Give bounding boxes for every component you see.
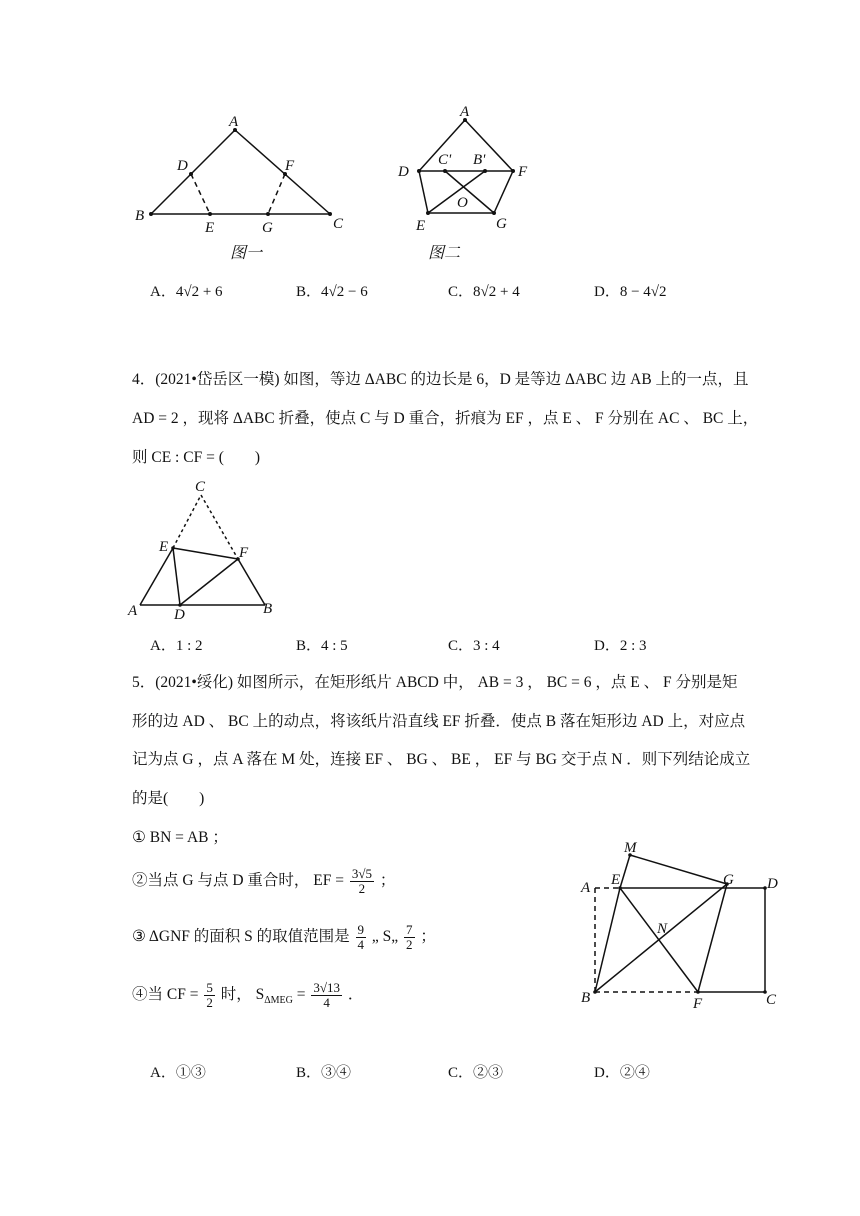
q4-option-b: B．4 : 5 (296, 638, 348, 654)
q3-option-a: A．4√2 + 6 (150, 284, 223, 300)
fraction-denominator: 2 (206, 994, 213, 1010)
label-D: D (398, 164, 409, 180)
label-A: A (229, 114, 239, 130)
q3-option-d: D．8 − 4√2 (594, 284, 667, 300)
q5-option-c: C．②③ (448, 1065, 504, 1081)
q5-s4-equals: = (296, 986, 306, 1003)
q5-statement-2 (132, 866, 395, 896)
label-G: G (496, 216, 507, 232)
q4-stem-line-2: AD = 2 ，现将 ΔABC 折叠，使点 C 与 D 重合，折痕为 EF ，点 E 、 F 分别在 AC 、 BC 上， (132, 410, 759, 427)
label-E: E (159, 539, 169, 555)
q5-statement-1: ① BN = AB ； (132, 829, 228, 846)
q5-s4-text: ④当 CF = (132, 986, 199, 1003)
q3-option-b: B．4√2 − 6 (296, 284, 368, 300)
label-C: C (766, 992, 777, 1008)
label-E: E (611, 872, 621, 888)
q4-stem-line-1: 4．(2021•岱岳区一模) 如图，等边 ΔABC 的边长是 6，D 是等边 ΔABC 边 AB 上的一点，且 (132, 371, 749, 388)
label-F: F (239, 545, 249, 561)
q5-s3-text: ③ ΔGNF 的面积 S 的取值范围是 (132, 928, 350, 945)
label-E: E (205, 220, 215, 236)
label-F: F (285, 158, 295, 174)
label-B: B (263, 601, 273, 617)
label-D: D (177, 158, 188, 174)
label-E: E (416, 218, 426, 234)
label-C-prime: C' (438, 152, 452, 168)
label-M: M (624, 840, 637, 856)
q4-option-c: C．3 : 4 (448, 638, 500, 654)
label-G: G (262, 220, 273, 236)
label-C: C (195, 479, 206, 495)
label-B: B (581, 990, 591, 1006)
fraction-denominator: 4 (357, 936, 365, 952)
fraction-numerator: 9 (357, 921, 365, 937)
fraction-denominator: 2 (358, 880, 366, 896)
label-D: D (174, 607, 185, 620)
fraction-numerator: 5 (206, 979, 213, 995)
fraction-denominator: 4 (323, 994, 330, 1010)
q5-option-b: B．③④ (296, 1065, 352, 1081)
label-A: A (460, 104, 470, 120)
q5-s3-fraction-high (404, 923, 415, 952)
q4-option-a: A．1 : 2 (150, 638, 203, 654)
q5-s4-fraction-cf (204, 981, 215, 1010)
q4-stem-line-3: 则 CE : CF = ( ) (132, 449, 261, 466)
label-C: C (333, 216, 344, 232)
q5-s3-end: ； (420, 928, 436, 945)
q5-figure (575, 840, 790, 1015)
q4-option-d: D．2 : 3 (594, 638, 647, 654)
q5-option-d: D．②④ (594, 1065, 650, 1081)
label-A: A (581, 880, 591, 896)
q5-option-a: A．①③ (150, 1065, 206, 1081)
q5-s4-end: ． (347, 986, 364, 1003)
q4-figure (125, 475, 285, 620)
q5-s4-fraction-area (311, 981, 342, 1010)
label-B: B (135, 208, 145, 224)
figure-one (125, 110, 355, 270)
figure-one-caption: 图一 (230, 243, 263, 262)
fraction-numerator: 3√5 (351, 865, 372, 881)
q5-s2-text: ②当点 G 与点 D 重合时， EF = (132, 872, 344, 889)
q5-s2-end: ； (379, 872, 396, 889)
q3-option-c: C．8√2 + 4 (448, 284, 520, 300)
label-D: D (767, 876, 778, 892)
label-N: N (657, 921, 668, 937)
q5-s3-middle: „ S„ (371, 928, 399, 945)
q5-s4-middle: 时， S (220, 986, 265, 1003)
label-F: F (518, 164, 528, 180)
label-B-prime: B' (473, 152, 486, 168)
label-G: G (723, 872, 734, 888)
figure-two-caption: 图二 (428, 243, 461, 262)
q5-stem-line-3: 记为点 G ，点 A 落在 M 处，连接 EF 、 BG 、 BE ， EF 与 BG 交于点 N ．则下列结论成立 (132, 751, 751, 768)
q5-s4-subscript: ΔMEG (264, 995, 293, 1007)
q5-s3-fraction-low (356, 923, 367, 952)
figure-two (390, 100, 550, 270)
q5-statement-4 (132, 980, 363, 1016)
q5-stem-line-1: 5．(2021•绥化) 如图所示，在矩形纸片 ABCD 中， AB = 3 ， BC = 6 ，点 E 、 F 分别是矩 (132, 674, 738, 691)
label-F: F (693, 996, 703, 1012)
q5-stem-line-4: 的是( ) (132, 790, 205, 807)
label-A: A (128, 603, 138, 619)
q5-statement-3 (132, 922, 436, 952)
q5-stem-line-2: 形的边 AD 、 BC 上的动点，将该纸片沿直线 EF 折叠．使点 B 落在矩形边 AD 上，对应点 (132, 713, 746, 730)
q5-s2-fraction (350, 867, 374, 896)
fraction-numerator: 7 (406, 921, 413, 937)
label-O: O (457, 195, 468, 211)
fraction-numerator: 3√13 (313, 979, 340, 995)
fraction-denominator: 2 (406, 936, 413, 952)
